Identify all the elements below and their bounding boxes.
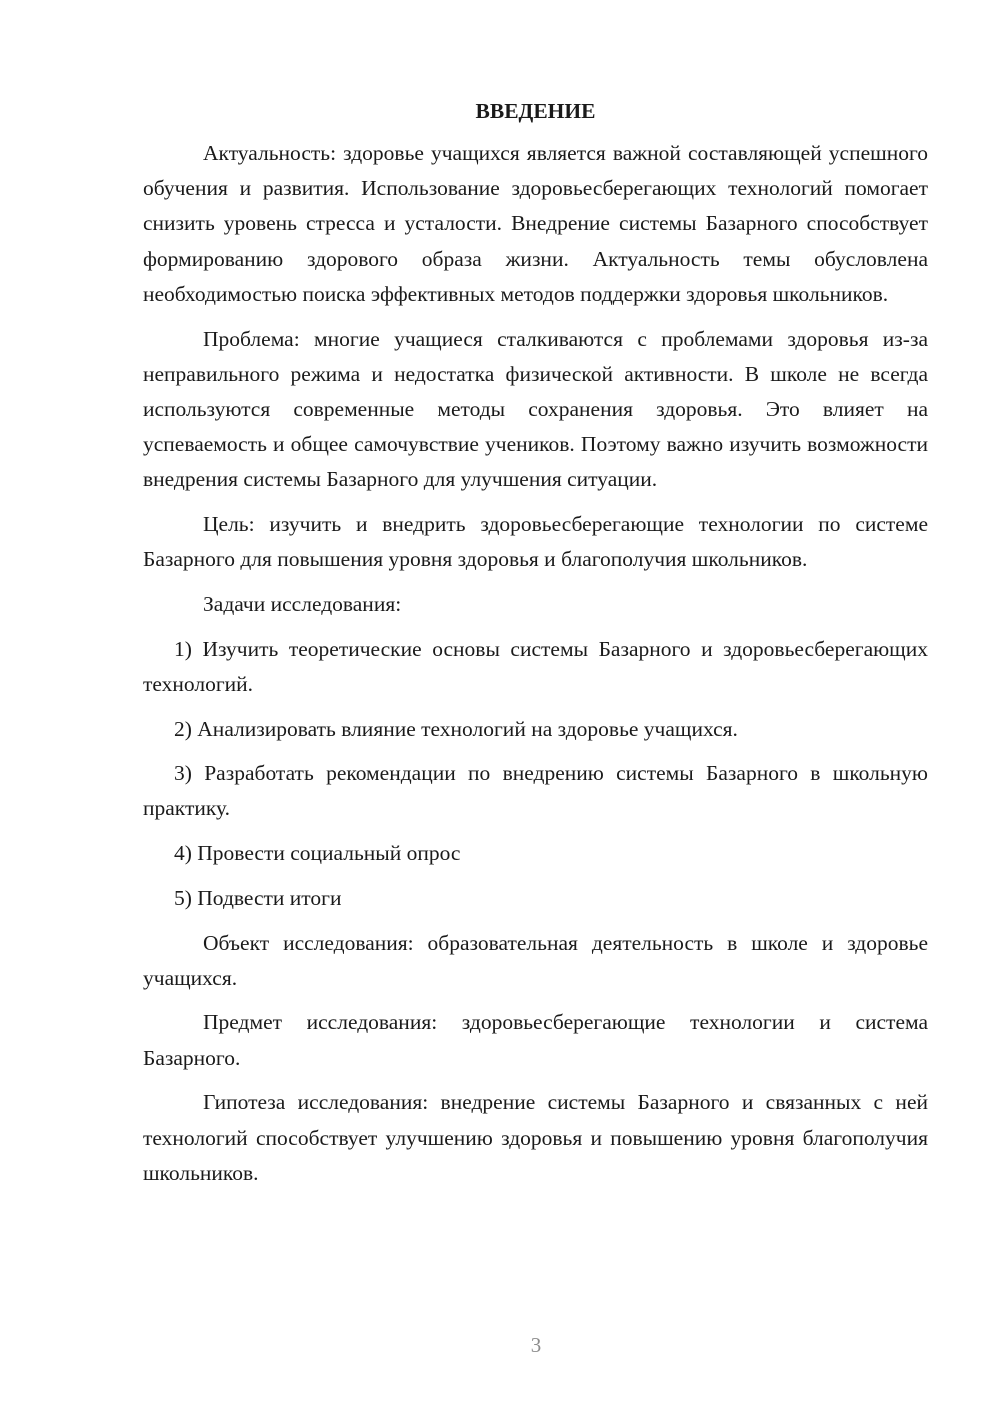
paragraph-relevance: Актуальность: здоровье учащихся является важной составляющей успешного обучения и развития. Использование здоровьесберегающих технологий помогает снизить уровень стресса и усталости. Внедрение системы Базарного способствует формированию здорового образа жизни. Актуальность темы обусловлена необходимостью поиска эффективных методов поддержки здоровья школьников. — [143, 141, 928, 306]
paragraph-goal: Цель: изучить и внедрить здоровьесберегающие технологии по системе Базарного для повышения уровня здоровья и благополучия школьников. — [143, 512, 928, 572]
task-item-1: 1) Изучить теоретические основы системы Базарного и здоровьесберегающих технологий. — [143, 636, 928, 696]
page-number: 3 — [530, 1333, 542, 1357]
task-item-2: 2) Анализировать влияние технологий на здоровье учащихся. — [174, 716, 738, 741]
tasks-heading: Задачи исследования: — [203, 591, 402, 616]
paragraph-problem: Проблема: многие учащиеся сталкиваются с проблемами здоровья из-за неправильного режима и недостатка физической активности. В школе не всегда используются современные методы сохранения здоровья. Это влияет на успеваемость и общее самочувствие учеников. Поэтому важно изучить возможности внедрения системы Базарного для улучшения ситуации. — [143, 326, 928, 492]
section-heading: ВВЕДЕНИЕ — [475, 99, 596, 123]
paragraph-object: Объект исследования: образовательная деятельность в школе и здоровье учащихся. — [143, 930, 928, 990]
task-item-5: 5) Подвести итоги — [174, 885, 342, 910]
paragraph-subject: Предмет исследования: здоровьесберегающие технологии и система Базарного. — [143, 1010, 928, 1070]
task-item-4: 4) Провести социальный опрос — [174, 841, 461, 866]
paragraph-hypothesis: Гипотеза исследования: внедрение системы Базарного и связанных с ней технологий способствует улучшению здоровья и повышению уровня благополучия школьников. — [143, 1090, 928, 1185]
page-content — [143, 96, 928, 1200]
task-item-3: 3) Разработать рекомендации по внедрению системы Базарного в школьную практику. — [143, 761, 928, 821]
